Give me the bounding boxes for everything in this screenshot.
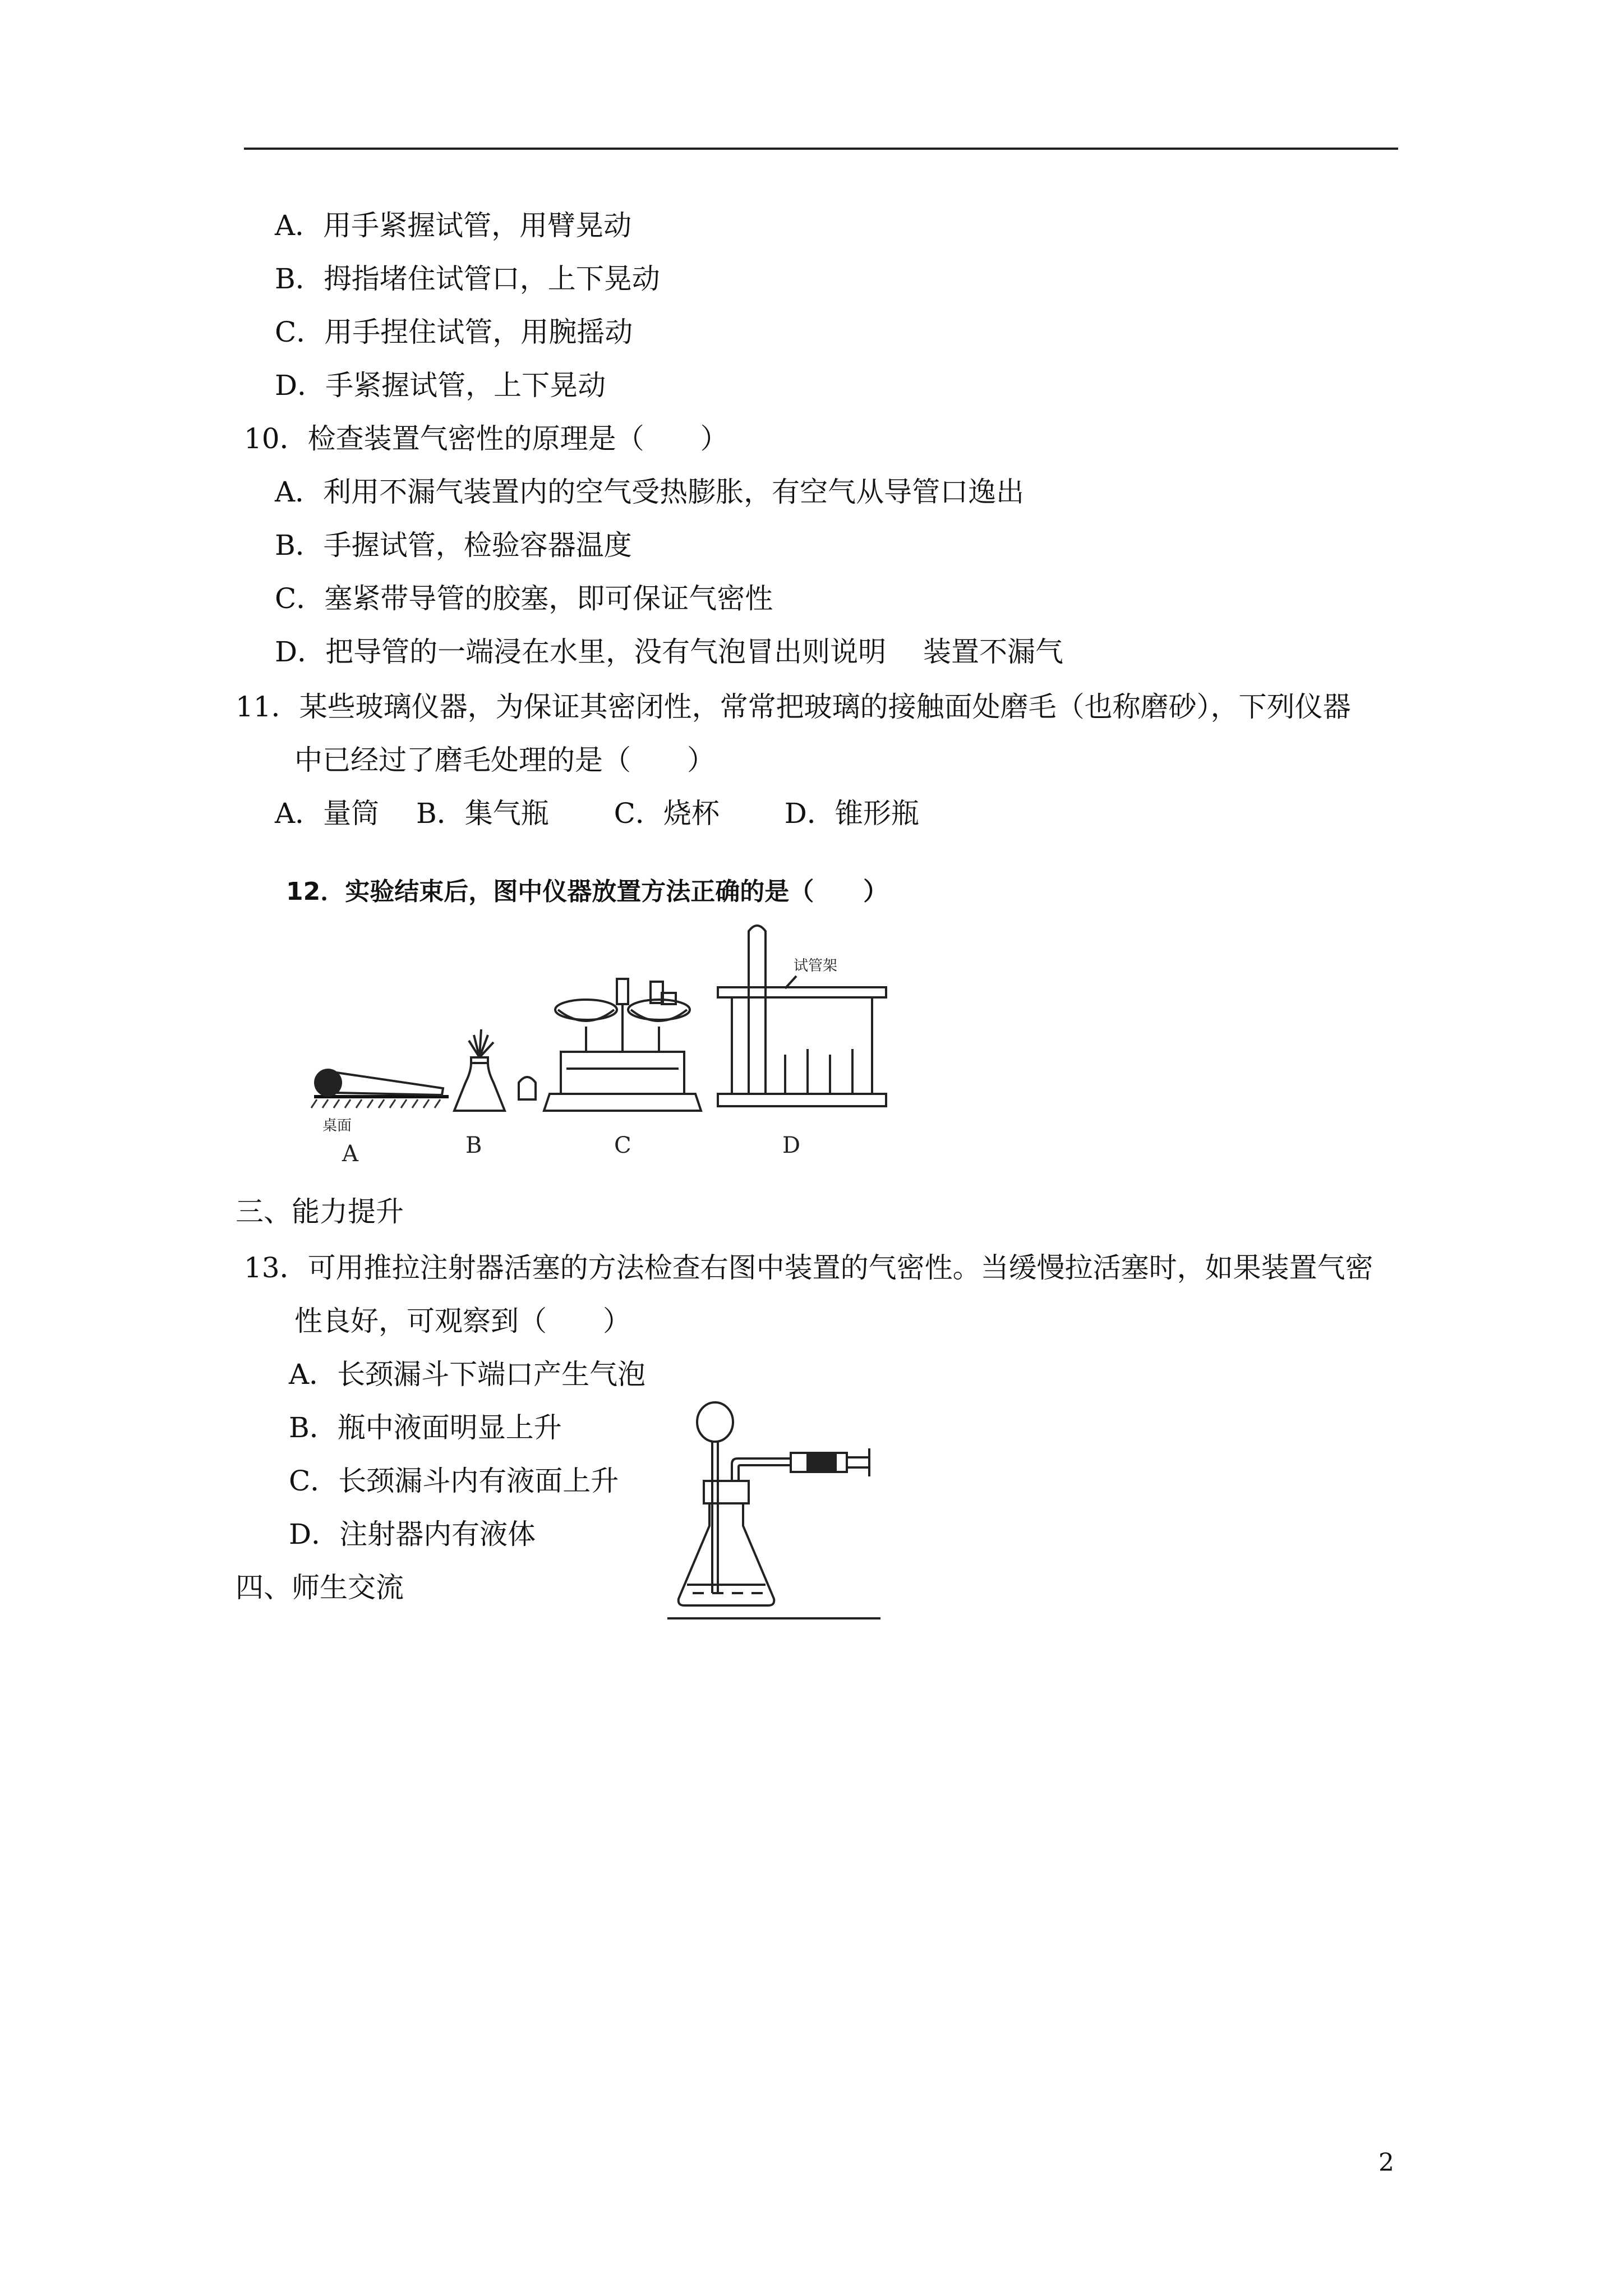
q13-option-b: B．瓶中液面明显上升 (289, 1411, 562, 1444)
q13-option-c: C．长颈漏斗内有液面上升 (289, 1465, 619, 1497)
figure-label-c: C (614, 1133, 631, 1158)
q9-option-c: C．用手捏住试管，用腕摇动 (275, 316, 633, 348)
q13-option-a: A．长颈漏斗下端口产生气泡 (289, 1358, 646, 1391)
q11-stem-line1: 11．某些玻璃仪器，为保证其密闭性，常常把玻璃的接触面处磨毛（也称磨砂），下列仪器 (236, 691, 1351, 723)
q10-stem: 10．检查装置气密性的原理是（ ） (244, 422, 728, 455)
q13-apparatus-figure (662, 1397, 897, 1627)
q10-option-b: B．手握试管，检验容器温度 (275, 529, 632, 562)
figure-d-test-tube-rack (718, 926, 886, 1106)
section-three-heading: 三、能力提升 (236, 1195, 404, 1228)
flask-with-funnel-and-syringe (667, 1402, 880, 1618)
q13-stem-line2: 性良好，可观察到（ ） (294, 1305, 631, 1337)
q13-option-d: D．注射器内有液体 (289, 1518, 536, 1550)
q9-option-b: B．拇指堵住试管口，上下晃动 (275, 263, 660, 295)
q13-stem-line1: 13．可用推拉注射器活塞的方法检查右图中装置的气密性。当缓慢拉活塞时，如果装置气密 (244, 1251, 1373, 1284)
figure-label-a: A (342, 1141, 358, 1167)
section-four-heading: 四、师生交流 (236, 1571, 404, 1604)
q10-option-d: D．把导管的一端浸在水里，没有气泡冒出则说明 装置不漏气 (275, 636, 1063, 668)
figure-label-d: D (782, 1133, 801, 1158)
figure-a-test-tube (311, 1069, 449, 1108)
figure-c-balance (544, 979, 701, 1111)
q9-option-d: D．手紧握试管，上下晃动 (275, 369, 606, 402)
q12-figure (303, 914, 909, 1172)
q10-option-a: A．利用不漏气装置内的空气受热膨胀，有空气从导管口逸出 (275, 476, 1025, 508)
figure-desk-label: 桌面 (322, 1117, 352, 1134)
figure-b-alcohol-lamp (454, 1029, 536, 1111)
figure-label-b: B (465, 1133, 482, 1158)
q10-option-c: C．塞紧带导管的胶塞，即可保证气密性 (275, 582, 773, 615)
q9-option-a: A．用手紧握试管，用臂晃动 (275, 209, 632, 242)
page-number: 2 (1378, 2148, 1394, 2177)
q11-options: A．量筒 B．集气瓶 C．烧杯 D．锥形瓶 (275, 797, 919, 830)
q12-stem: 12．实验结束后，图中仪器放置方法正确的是（ ） (286, 877, 888, 906)
header-rule (244, 148, 1398, 150)
q11-stem-line2: 中已经过了磨毛处理的是（ ） (294, 744, 715, 776)
figure-rack-label: 试管架 (794, 958, 838, 974)
